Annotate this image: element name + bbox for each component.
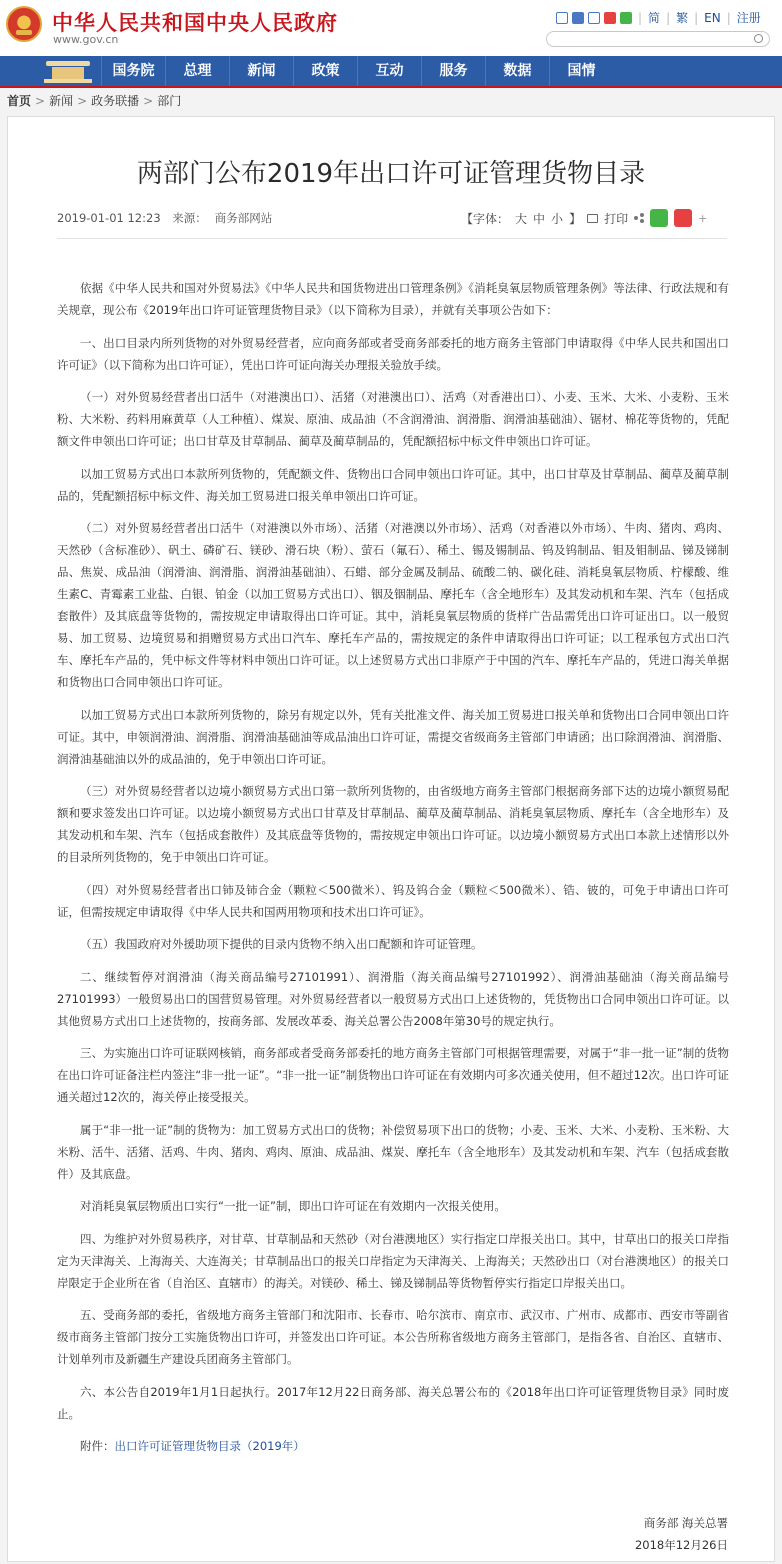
phone-icon[interactable] (588, 12, 600, 24)
signature: 商务部 海关总署 (643, 1516, 728, 1530)
web-icon[interactable] (572, 12, 584, 24)
paragraph: （四）对外贸易经营者出口铈及铈合金（颗粒＜500微米）、钨及钨合金（颗粒＜500微米）、锆、铍的，可免于申请出口许可证，但需按规定申请取得《中华人民共和国两用物项和技术出口许可证》。 (57, 882, 729, 919)
more-share-icon[interactable]: + (698, 211, 708, 225)
print-icon[interactable] (587, 214, 598, 223)
font-label: 【字体： (461, 211, 510, 226)
source-label: 来源： (172, 211, 207, 225)
top-links: | 简 | 繁 | EN | 注册 (556, 9, 761, 26)
paragraph: 三、为实施出口许可证联网核销，商务部或者受商务部委托的地方商务主管部门可根据管理需要，对属于“非一批一证”制的货物在出口许可证备注栏内签注“非一批一证”。“非一批一证”制货物出口许可证在有效期内可多次通关使用，但不超过12次。出口许可证通关超过12次的，海关停止接受报关。 (57, 1046, 729, 1104)
attachment (57, 1435, 729, 1457)
paragraph: 二、继续暂停对润滑油（海关商品编号27101991）、润滑脂（海关商品编号27101992）、润滑油基础油（海关商品编号27101993）一般贸易出口的国营贸易管理。对外贸易经营者以一般贸易方式出口上述货物的，凭货物出口合同申领出口许可证。以其他贸易方式出口上述货物的，按商务部、发展改革委、海关总署公告2008年第30号的规定执行。 (57, 969, 729, 1028)
article-date: 2019-01-01 12:23 (57, 211, 161, 225)
nav-item-services[interactable]: 服务 (421, 56, 485, 86)
article-source: 商务部网站 (214, 211, 273, 225)
mail-icon[interactable] (556, 12, 568, 24)
paragraph: 对消耗臭氧层物质出口实行“一批一证”制，即出口许可证在有效期内一次报关使用。 (80, 1199, 506, 1213)
nav-item-interaction[interactable]: 互动 (357, 56, 421, 86)
breadcrumb-gov-affairs[interactable]: 政务联播 (91, 94, 140, 108)
attachment-link[interactable]: 出口许可证管理货物目录（2019年） (114, 1439, 305, 1453)
breadcrumb-department[interactable]: 部门 (157, 94, 182, 108)
sign-date: 2018年12月26日 (634, 1538, 728, 1552)
search-icon[interactable] (754, 34, 763, 43)
paragraph: （三）对外贸易经营者以边境小额贸易方式出口第一款所列货物的，由省级地方商务主管部门根据商务部下达的边境小额贸易配额和要求签发出口许可证。以边境小额贸易方式出口甘草及甘草制品、蔺草及蔺草制品、消耗臭氧层物质、摩托车（含全地形车）及其发动机和车架、汽车（包括成套散件）及其底盘等货物的，需按规定申领出口许可证。以边境小额贸易方式出口本款上述情形以外的目录所列货物的，免于申领出口许可证。 (57, 784, 729, 864)
font-size-medium[interactable]: 中 (533, 211, 546, 226)
font-size-large[interactable]: 大 (515, 211, 528, 226)
national-emblem-icon (6, 6, 42, 42)
nav-item-state-council[interactable]: 国务院 (101, 56, 165, 86)
breadcrumb-news[interactable]: 新闻 (49, 94, 74, 108)
font-size-small[interactable]: 小 (551, 211, 564, 226)
link-english[interactable]: EN (704, 10, 721, 25)
site-header (0, 0, 782, 56)
paragraph: （二）对外贸易经营者出口活牛（对港澳以外市场）、活猪（对港澳以外市场）、活鸡（对香港以外市场）、牛肉、猪肉、鸡肉、天然砂（含标准砂）、矾土、磷矿石、镁砂、滑石块（粉）、萤石（氟石）、稀土、锡及锡制品、钨及钨制品、钼及钼制品、锑及锑制品、焦炭、成品油（润滑油、润滑脂、润滑油基础油）、石蜡、部分金属及制品、硫酸二钠、碳化硅、消耗臭氧层物质、柠檬酸、维生素C、青霉素工业盐、白银、铂金（以加工贸易方式出口）、铟及铟制品、摩托车（含全地形车）及其发动机和车架、汽车（包括成套散件）及其底盘等货物的，需按规定申请取得出口许可证。其中，消耗臭氧层物质的货样广告品需凭出口许可证出口。以一般贸易、加工贸易、边境贸易和捐赠贸易方式出口汽车、摩托车产品的，需按规定的条件申请取得出口许可证；以工程承包方式出口汽车、摩托车产品的，凭中标文件等材料申领出口许可证。以上述贸易方式出口非原产于中国的汽车、摩托车产品的，凭进口海关单据和货物出口合同申领出口许可证。 (57, 521, 729, 689)
nav-item-policy[interactable]: 政策 (293, 56, 357, 86)
print-button[interactable]: 打印 (604, 211, 629, 226)
font-close: 】 (569, 211, 582, 226)
nav-item-data[interactable]: 数据 (485, 56, 549, 86)
attachment-label: 附件： (80, 1439, 115, 1453)
nav-item-news[interactable]: 新闻 (229, 56, 293, 86)
paragraph: 一、出口目录内所列货物的对外贸易经营者，应向商务部或者受商务部委托的地方商务主管部门申请取得《中华人民共和国出口许可证》（以下简称为出口许可证），凭出口许可证向海关办理报关验放手续。 (57, 335, 729, 372)
paragraph: 以加工贸易方式出口本款所列货物的，除另有规定以外，凭有关批准文件、海关加工贸易进口报关单和货物出口合同申领出口许可证。其中，申领润滑油、润滑脂、润滑油基础油等成品油出口许可证，需提交省级商务主管部门申请函；出口除润滑油、润滑脂、润滑油基础油以外的成品油的，免于申领出口许可证。 (57, 707, 729, 766)
divider (57, 238, 727, 239)
nav-item-national-info[interactable]: 国情 (549, 56, 613, 86)
article-tools (461, 209, 707, 227)
article-meta (57, 210, 280, 226)
nav-item-premier[interactable]: 总理 (165, 56, 229, 86)
weibo-share-icon[interactable] (674, 209, 692, 227)
paragraph: 四、为维护对外贸易秩序，对甘草、甘草制品和天然砂（对台港澳地区）实行指定口岸报关出口。其中，甘草出口的报关口岸指定为天津海关、上海海关、大连海关；甘草制品出口的报关口岸指定为天津海关、上海海关；天然砂出口（对台港澳地区）的报关口岸限定于企业所在省（自治区、直辖市）的海关。对镁砂、稀土、锑及锑制品等货物暂停实行指定口岸报关出口。 (57, 1231, 729, 1290)
article-panel (7, 116, 775, 1562)
link-register[interactable]: 注册 (736, 11, 761, 25)
paragraph: 五、受商务部的委托，省级地方商务主管部门和沈阳市、长春市、哈尔滨市、南京市、武汉市、广州市、成都市、西安市等副省级市商务主管部门按分工实施货物出口许可，并签发出口许可证。本公告所称省级地方商务主管部门，是指各省、自治区、直辖市、计划单列市及新疆生产建设兵团商务主管部门。 (57, 1308, 729, 1366)
wechat-icon[interactable] (620, 12, 632, 24)
site-name[interactable]: 中华人民共和国中央人民政府 (52, 11, 338, 35)
search-input[interactable] (546, 31, 770, 47)
article-title: 两部门公布2019年出口许可证管理货物目录 (136, 159, 646, 189)
signature-block (635, 1512, 728, 1556)
wechat-share-icon[interactable] (650, 209, 668, 227)
link-simplified[interactable]: 简 (648, 11, 661, 25)
paragraph: 依据《中华人民共和国对外贸易法》《中华人民共和国货物进出口管理条例》《消耗臭氧层物质管理条例》等法律、行政法规和有关规章，现公布《2019年出口许可证管理货物目录》（以下简称为目录），并就有关事项公告如下： (57, 281, 729, 317)
weibo-icon[interactable] (604, 12, 616, 24)
share-icon[interactable] (634, 213, 644, 223)
breadcrumb-home[interactable]: 首页 (7, 94, 32, 108)
link-traditional[interactable]: 繁 (676, 11, 689, 25)
main-nav (0, 56, 782, 88)
site-url: www.gov.cn (53, 33, 119, 46)
paragraph: 六、本公告自2019年1月1日起执行。2017年12月22日商务部、海关总署公布的《2018年出口许可证管理货物目录》同时废止。 (57, 1384, 729, 1421)
paragraph: 以加工贸易方式出口本款所列货物的，凭配额文件、货物出口合同申领出口许可证。其中，出口甘草及甘草制品、蔺草及蔺草制品的，凭配额招标中标文件、海关加工贸易进口报关单申领出口许可证。 (57, 466, 729, 503)
article-body (57, 277, 729, 1468)
paragraph: （一）对外贸易经营者出口活牛（对港澳出口）、活猪（对港澳出口）、活鸡（对香港出口）、小麦、玉米、大米、小麦粉、玉米粉、大米粉、药料用麻黄草（人工种植）、煤炭、原油、成品油（不含润滑油、润滑脂、润滑油基础油）、锯材、棉花等货物的，凭配额文件申领出口许可证；出口甘草及甘草制品、蔺草及蔺草制品的，凭配额招标中标文件申领出口许可证。 (57, 390, 729, 448)
paragraph: 属于“非一批一证”制的货物为：加工贸易方式出口的货物；补偿贸易项下出口的货物；小麦、玉米、大米、小麦粉、玉米粉、大米粉、活牛、活猪、活鸡、牛肉、猪肉、鸡肉、原油、成品油、煤炭、摩托车（含全地形车）及其发动机和车架、汽车（包括成套散件）及其底盘。 (57, 1122, 729, 1181)
paragraph: （五）我国政府对外援助项下提供的目录内货物不纳入出口配额和许可证管理。 (80, 937, 483, 951)
breadcrumb: 首页 > 新闻 > 政务联播 > 部门 (7, 94, 182, 108)
tiananmen-icon (44, 58, 92, 84)
